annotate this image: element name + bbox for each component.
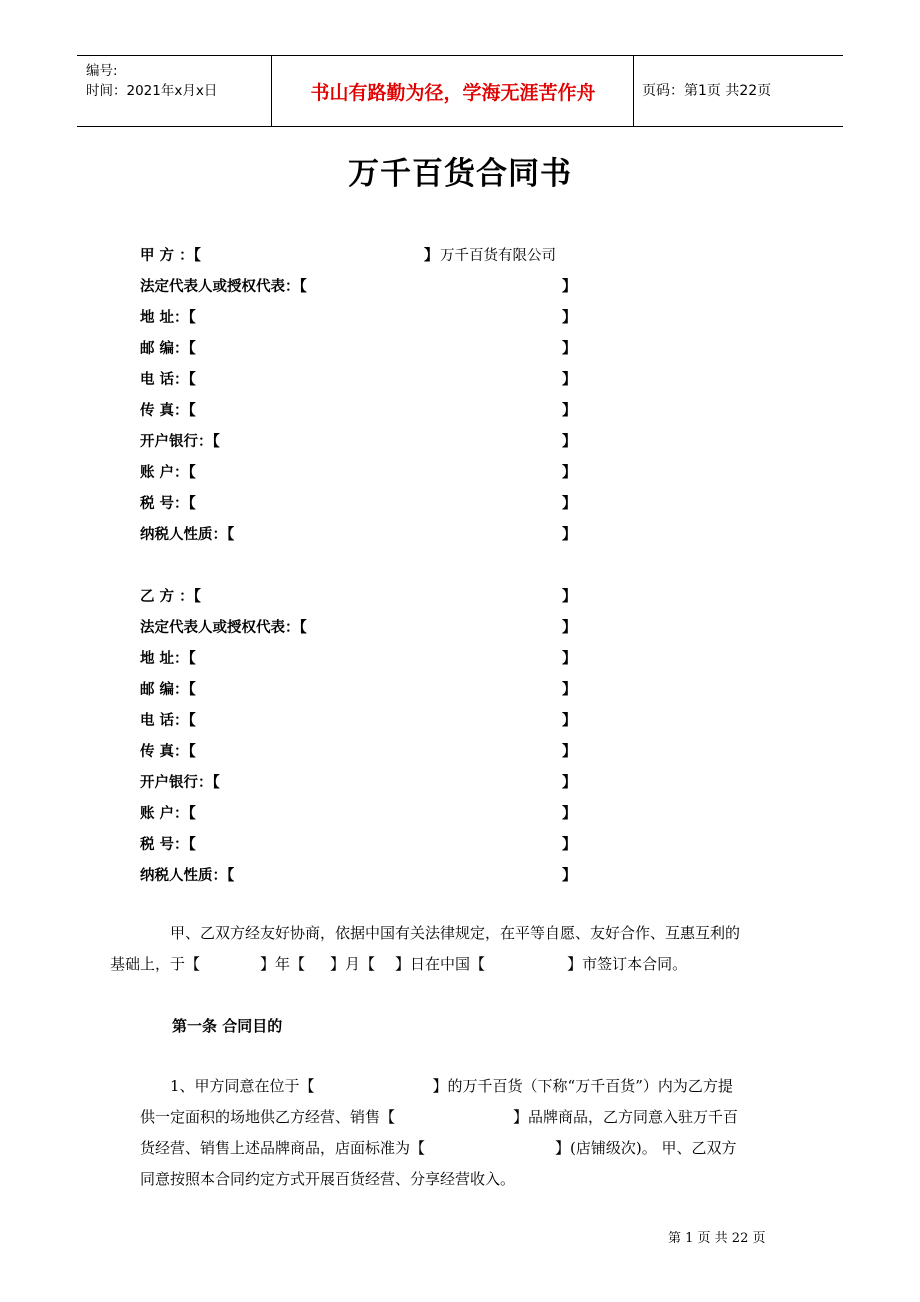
field-label: 电 话：【	[140, 372, 196, 388]
field-label: 纳税人性质：【	[140, 868, 235, 884]
field-label: 地 址：【	[140, 310, 196, 326]
article-line	[140, 1102, 782, 1133]
bracket-close: 】	[562, 651, 577, 667]
bracket-close: 】	[562, 682, 577, 698]
header-divider	[271, 56, 272, 126]
field-label: 纳税人性质：【	[140, 527, 235, 543]
bracket-close: 】	[562, 837, 577, 853]
intro-paragraph	[110, 918, 782, 980]
document-time-label: 时间：2021年x月x日	[86, 83, 218, 99]
party-a-label: 甲 方 ：【	[140, 248, 201, 264]
article-text: 货经营、销售上述品牌商品，店面标准为【	[140, 1139, 426, 1157]
bracket-close: 】	[562, 372, 577, 388]
header-page-info: 页码：第1页 共22页	[642, 83, 772, 99]
bracket-close: 】	[562, 434, 577, 450]
bracket-close: 】	[562, 775, 577, 791]
article-line	[140, 1133, 782, 1164]
bracket-close: 】	[562, 620, 577, 636]
intro-text: 】日在中国【	[395, 955, 486, 973]
field-label: 税 号：【	[140, 496, 196, 512]
article-text: 1、甲方同意在位于【	[170, 1077, 315, 1095]
bracket-close: 】	[562, 527, 577, 543]
intro-line: 甲、乙双方经友好协商，依据中国有关法律规定，在平等自愿、友好合作、互惠互利的	[170, 924, 741, 942]
document-title: 万千百货合同书	[348, 156, 572, 192]
field-label: 开户银行：【	[140, 775, 220, 791]
bracket-close: 】	[562, 310, 577, 326]
intro-line	[110, 949, 687, 980]
field-label: 地 址：【	[140, 651, 196, 667]
article-line: 同意按照本合同约定方式开展百货经营、分享经营收入。	[140, 1170, 516, 1188]
bracket-close: 】	[424, 248, 439, 264]
header-divider	[633, 56, 634, 126]
field-label: 税 号：【	[140, 837, 196, 853]
field-label: 账 户：【	[140, 465, 196, 481]
bracket-close: 】	[562, 713, 577, 729]
field-label: 开户银行：【	[140, 434, 220, 450]
article-1-paragraph	[140, 1071, 782, 1195]
bracket-close: 】	[562, 279, 577, 295]
bracket-close: 】	[562, 868, 577, 884]
intro-text: 】月【	[330, 955, 376, 973]
bracket-close: 】	[562, 806, 577, 822]
field-label: 传 真：【	[140, 744, 196, 760]
intro-text: 】市签订本合同。	[567, 955, 688, 973]
party-b-label: 乙 方 ：【	[140, 589, 201, 605]
article-text: 】的万千百货（下称“万千百货”）内为乙方提	[432, 1077, 733, 1095]
article-text: 供一定面积的场地供乙方经营、销售【	[140, 1108, 396, 1126]
intro-text: 基础上，于【	[110, 955, 201, 973]
field-label: 账 户：【	[140, 806, 196, 822]
article-text: 】(店铺级次)。 甲、乙双方	[555, 1139, 737, 1157]
document-number-label: 编号:	[86, 63, 118, 79]
field-label: 邮 编：【	[140, 341, 196, 357]
field-label: 传 真：【	[140, 403, 196, 419]
bracket-close: 】	[562, 403, 577, 419]
field-label: 邮 编：【	[140, 682, 196, 698]
field-label: 法定代表人或授权代表：【	[140, 279, 307, 295]
bracket-close: 】	[562, 465, 577, 481]
field-label: 电 话：【	[140, 713, 196, 729]
bracket-close: 】	[562, 744, 577, 760]
document-header	[77, 55, 843, 127]
article-line	[140, 1071, 782, 1102]
bracket-close: 】	[562, 341, 577, 357]
header-meta	[86, 61, 217, 101]
field-label: 法定代表人或授权代表：【	[140, 620, 307, 636]
intro-text: 】年【	[260, 955, 306, 973]
footer-page-info: 第 1 页 共 22 页	[668, 1231, 766, 1246]
bracket-close: 】	[562, 496, 577, 512]
party-a-company: 万千百货有限公司	[440, 248, 556, 264]
header-motto: 书山有路勤为径，学海无涯苦作舟	[310, 82, 596, 104]
article-1-title: 第一条 合同目的	[172, 1017, 283, 1035]
article-text: 】品牌商品，乙方同意入驻万千百	[513, 1108, 739, 1126]
bracket-close: 】	[562, 589, 577, 605]
